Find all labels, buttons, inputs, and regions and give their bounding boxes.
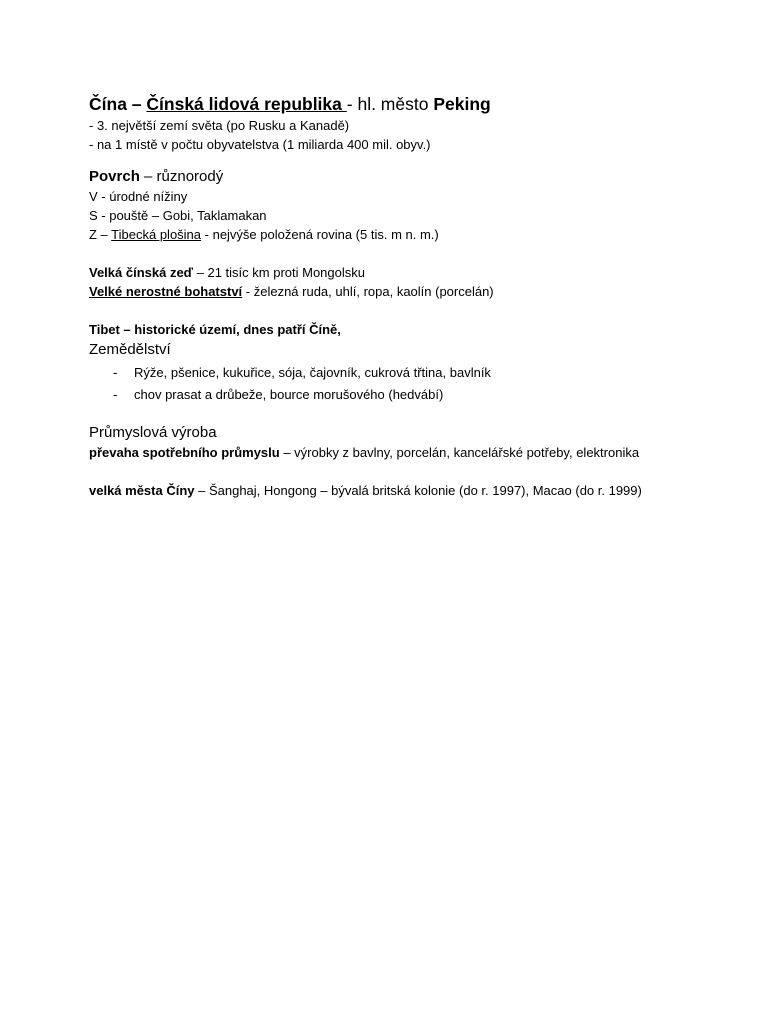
cities-line [89, 481, 729, 500]
cities-bold: velká města Číny [89, 483, 195, 498]
surface-west-underlined: Tibecká plošina [111, 227, 202, 242]
wall-bold: Velká čínská zeď [89, 265, 194, 280]
title-full-name: Čínská lidová republika [146, 94, 347, 114]
wall-rest: – 21 tisíc km proti Mongolsku [193, 265, 365, 280]
intro-line-2: - na 1 místě v počtu obyvatelstva (1 miliarda 400 mil. obyv.) [89, 137, 431, 152]
surface-heading-bold: Povrch [89, 168, 140, 185]
surface-east: V - úrodné nížiny [89, 189, 188, 204]
document-title [89, 92, 729, 116]
industry-bold: převaha spotřebního průmyslu [89, 445, 280, 460]
industry-heading: Průmyslová výroba [89, 424, 217, 441]
dash-bullet: - [113, 365, 118, 380]
tibet-line: Tibet – historické území, dnes patří Číně, [89, 322, 341, 337]
wall-line [89, 263, 729, 282]
industry-line [89, 443, 729, 462]
agriculture-item-text: chov prasat a drůbeže, bource morušového (hedvábí) [134, 387, 444, 402]
title-country: Čína [89, 94, 127, 114]
dash-bullet: - [113, 387, 118, 402]
minerals-bold: Velké nerostné bohatství [89, 284, 243, 299]
title-capital: Peking [433, 94, 491, 114]
industry-rest: – výrobky z bavlny, porcelán, kancelářské potřeby, elektronika [279, 445, 640, 460]
surface-heading [89, 166, 729, 187]
minerals-rest: - železná ruda, uhlí, ropa, kaolín (porcelán) [242, 284, 494, 299]
document-content [89, 92, 729, 500]
minerals-line [89, 282, 729, 301]
surface-south: S - pouště – Gobi, Taklamakan [89, 208, 267, 223]
surface-west [89, 225, 729, 244]
cities-rest: – Šanghaj, Hongong – bývalá britská kolonie (do r. 1997), Macao (do r. 1999) [194, 483, 642, 498]
title-capital-prefix: - hl. město [346, 94, 434, 114]
list-item [89, 362, 729, 384]
agriculture-item-text: Rýže, pšenice, kukuřice, sója, čajovník, cukrová třtina, bavlník [134, 365, 491, 380]
surface-west-rest: - nejvýše položená rovina (5 tis. m n. m.) [201, 227, 439, 242]
surface-heading-rest: – různorodý [139, 168, 224, 185]
title-dash: – [126, 94, 147, 114]
intro-line-1: - 3. největší zemí světa (po Rusku a Kanadě) [89, 118, 350, 133]
surface-west-prefix: Z – [89, 227, 112, 242]
agriculture-heading: Zemědělství [89, 341, 171, 358]
agriculture-list [89, 362, 729, 406]
list-item [89, 384, 729, 406]
